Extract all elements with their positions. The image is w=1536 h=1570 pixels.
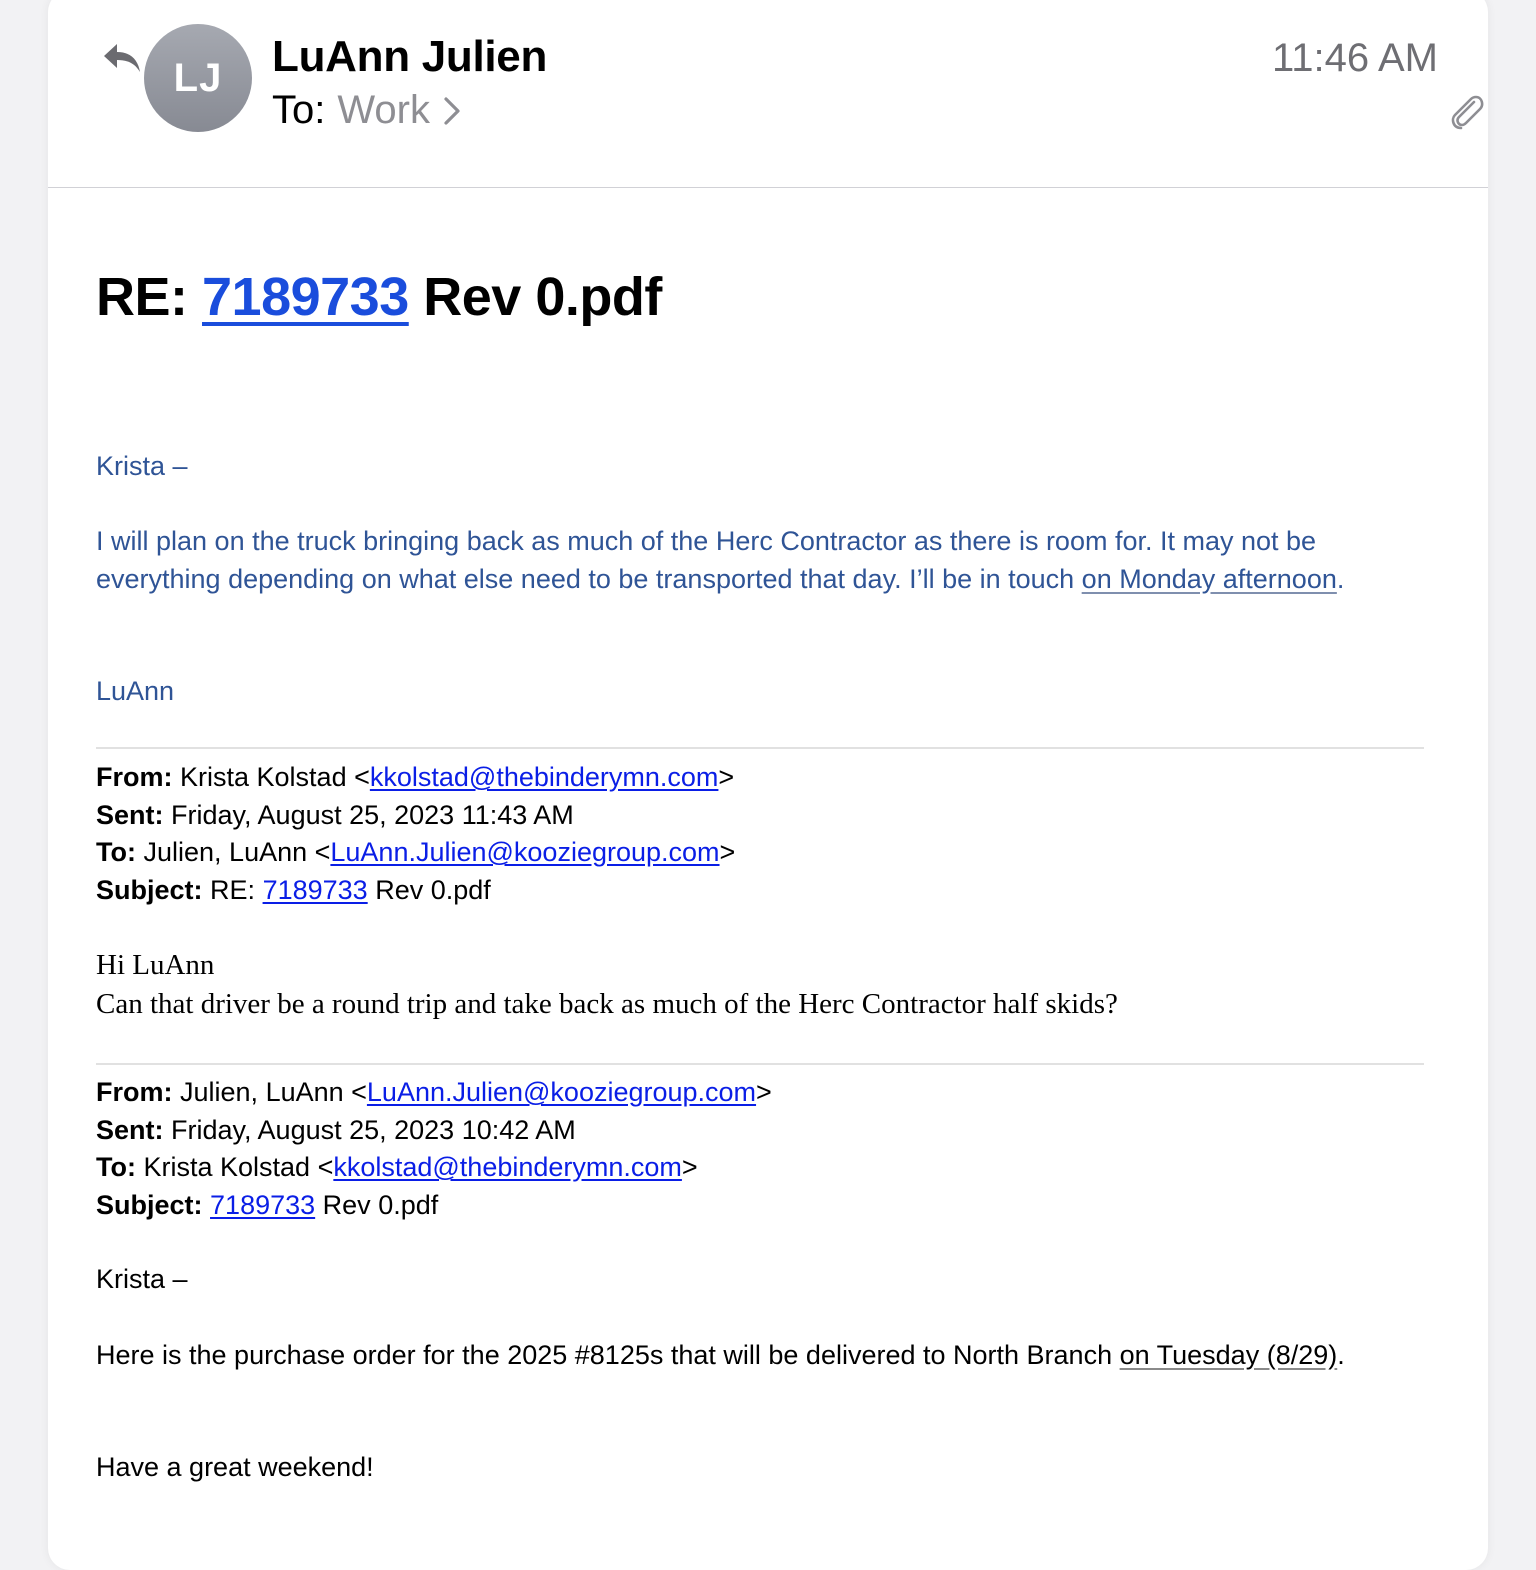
reply-paragraph-text: I will plan on the truck bringing back as much of the Herc Contractor as there is room for. It may not be everything depending on what else need to be transported that day. I’ll be in touch <box>96 526 1317 594</box>
to-email-link[interactable]: kkolstad@thebinderymn.com <box>333 1152 682 1182</box>
quoted-1-line-2: Can that driver be a round trip and take back as much of the Herc Contractor half skids? <box>96 987 1118 1020</box>
quoted-2-paragraph-text: Here is the purchase order for the 2025 #8125s that will be delivered to North Branch <box>96 1340 1120 1370</box>
sent-label: Sent: <box>96 1114 164 1145</box>
quoted-2-to <box>96 1149 1426 1187</box>
message-subject <box>96 266 662 328</box>
quoted-1-to <box>96 834 1426 872</box>
from-label: From: <box>96 1077 173 1107</box>
quoted-2-greeting: Krista – <box>96 1264 188 1294</box>
quote-divider <box>96 1063 1424 1065</box>
to-email-link[interactable]: LuAnn.Julien@kooziegroup.com <box>330 837 720 867</box>
quoted-2-paragraph-end: . <box>1337 1340 1345 1370</box>
to-name: Julien, LuAnn < <box>143 837 331 867</box>
message-time: 11:46 AM <box>1271 36 1438 80</box>
quoted-1-sent <box>96 797 1426 835</box>
subject-label: Subject: <box>96 1189 203 1220</box>
to-value[interactable]: Work <box>337 88 430 132</box>
sent-value: Friday, August 25, 2023 11:43 AM <box>171 799 574 830</box>
to-label: To: <box>96 1152 136 1182</box>
quoted-2-subject <box>96 1187 1426 1225</box>
sent-label: Sent: <box>96 799 164 830</box>
from-email-link[interactable]: LuAnn.Julien@kooziegroup.com <box>366 1077 757 1107</box>
reply-greeting: Krista – <box>96 451 188 481</box>
subject-number-link[interactable]: 7189733 <box>202 267 409 327</box>
quoted-1-body <box>96 946 1426 1023</box>
date-link-tuesday[interactable]: on Tuesday (8/29) <box>1119 1340 1338 1370</box>
message-card <box>48 0 1488 1570</box>
sent-value: Friday, August 25, 2023 10:42 AM <box>171 1114 576 1145</box>
from-label: From: <box>96 762 173 792</box>
quoted-2-header <box>96 1074 1426 1224</box>
subject-label: Subject: <box>96 874 203 905</box>
quoted-2-sent <box>96 1112 1426 1150</box>
reply-paragraph <box>96 523 1426 598</box>
quoted-2-paragraph <box>96 1337 1426 1375</box>
subject-suffix: Rev 0.pdf <box>322 1189 439 1220</box>
subject-prefix: RE: <box>96 267 188 327</box>
to-close: > <box>719 837 736 867</box>
header-divider <box>48 187 1488 188</box>
from-name: Julien, LuAnn < <box>180 1077 367 1107</box>
quoted-1-from <box>96 759 1426 797</box>
quoted-2-from <box>96 1074 1426 1112</box>
to-close: > <box>681 1152 698 1182</box>
from-name: Krista Kolstad < <box>180 762 370 792</box>
to-label: To: <box>96 837 136 867</box>
chevron-right-icon[interactable] <box>442 95 462 127</box>
recipient-line[interactable] <box>272 88 462 133</box>
subject-suffix: Rev 0.pdf <box>423 267 662 327</box>
date-link-monday[interactable]: on Monday afternoon <box>1081 563 1337 594</box>
from-close: > <box>718 762 735 792</box>
subject-prefix: RE: <box>210 874 256 905</box>
from-close: > <box>756 1077 772 1107</box>
reply-arrow-icon[interactable] <box>102 40 142 76</box>
quoted-1-subject <box>96 872 1426 910</box>
quoted-1-header <box>96 759 1426 909</box>
reply-paragraph-end: . <box>1336 563 1345 594</box>
sender-name[interactable]: LuAnn Julien <box>272 32 548 81</box>
quote-divider <box>96 747 1424 749</box>
avatar <box>144 24 252 132</box>
paperclip-icon[interactable] <box>1446 92 1486 132</box>
subject-suffix: Rev 0.pdf <box>375 874 491 905</box>
subject-number-link[interactable]: 7189733 <box>262 874 368 905</box>
reply-signature: LuAnn <box>96 676 175 706</box>
from-email-link[interactable]: kkolstad@thebinderymn.com <box>369 762 719 792</box>
avatar-initials: LJ <box>173 55 223 100</box>
to-name: Krista Kolstad < <box>143 1152 334 1182</box>
subject-number-link[interactable]: 7189733 <box>210 1189 316 1220</box>
quoted-1-line-1: Hi LuAnn <box>96 949 215 981</box>
to-label: To: <box>272 88 326 132</box>
quoted-2-closing: Have a great weekend! <box>96 1452 374 1482</box>
